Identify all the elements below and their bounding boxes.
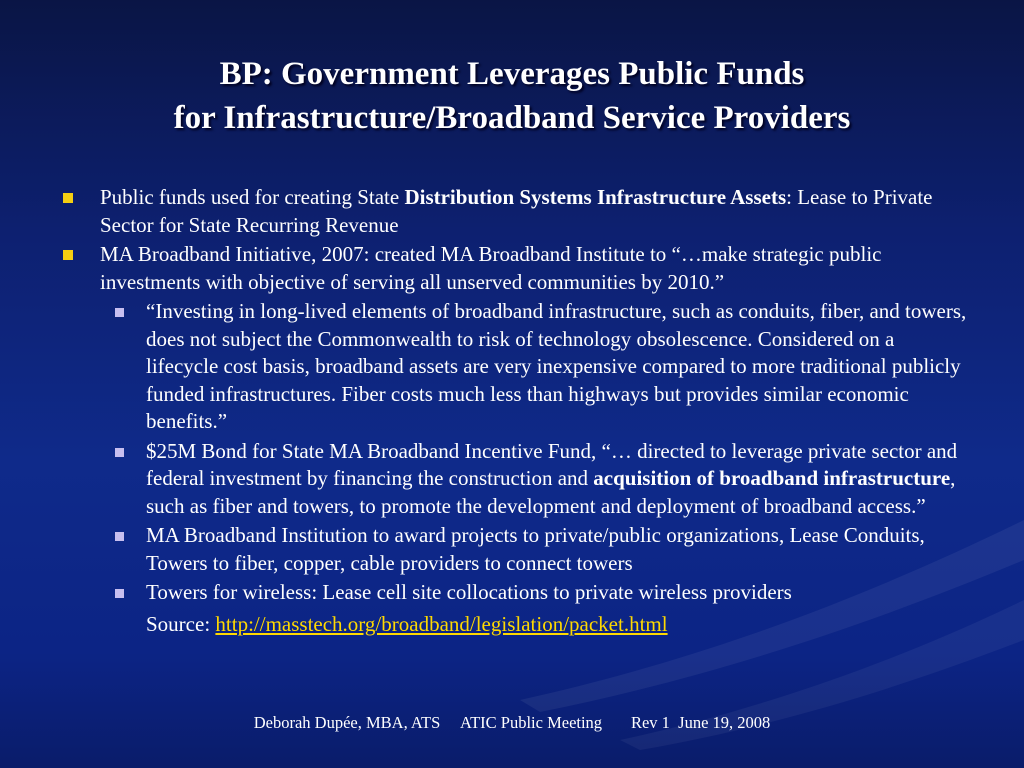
slide-footer <box>0 713 1024 733</box>
square-bullet-icon <box>115 589 124 598</box>
sub-bullet-4-text: Towers for wireless: Lease cell site collocations to private wireless providers <box>146 580 792 604</box>
sub-bullet-investing <box>60 298 970 436</box>
square-bullet-icon <box>63 250 73 260</box>
sub-bullet-towers <box>60 579 970 607</box>
sub-bullet-bond <box>60 438 970 521</box>
bullet-1-text-pre: Public funds used for creating State <box>100 185 405 209</box>
square-bullet-icon <box>63 193 73 203</box>
footer-revision: Rev 1 June 19, 2008 <box>630 713 771 732</box>
sub-bullet-3-text: MA Broadband Institution to award projects to private/public organizations, Lease Conduits, Towers to fiber, copper, cable providers to connect towers <box>146 523 925 575</box>
source-label: Source: <box>146 611 216 636</box>
footer-author: Deborah Dupée, MBA, ATS <box>253 713 441 732</box>
bullet-1-text-post: : Lease to Private Sector for State Recurring Revenue <box>100 185 933 237</box>
sub-bullet-2-text-post: , such as fiber and towers, to promote the development and deployment of broadband access.” <box>146 466 956 518</box>
sub-bullet-2-text-pre: $25M Bond for State MA Broadband Incentive Fund, “… directed to leverage private sector and federal investment by financing the construction and <box>146 438 958 490</box>
sub-bullet-institution <box>60 522 970 577</box>
bullet-1-text-bold: Distribution Systems Infrastructure Assets <box>404 185 787 209</box>
bullet-public-funds <box>60 184 970 239</box>
square-bullet-icon <box>115 448 124 457</box>
sub-bullet-1-text: “Investing in long-lived elements of broadband infrastructure, such as conduits, fiber, and towers, does not subject the Commonwealth to risk of technology obsolescence. Considered on a lifecycle cost basis, broadband assets are very inexpensive compared to more traditional publicly funded infrastructures. Fiber costs much less than highways but provides similar economic benefits.” <box>146 299 967 433</box>
source-line <box>60 611 970 639</box>
source-link[interactable]: http://masstech.org/broadband/legislation/packet.html <box>215 611 668 636</box>
title-line-2: for Infrastructure/Broadband Service Providers <box>173 100 851 136</box>
square-bullet-icon <box>115 532 124 541</box>
sub-bullet-2-text-bold: acquisition of broadband infrastructure <box>593 466 951 490</box>
square-bullet-icon <box>115 308 124 317</box>
footer-meeting: ATIC Public Meeting <box>459 713 603 732</box>
bullet-ma-initiative <box>60 241 970 296</box>
bullet-2-text: MA Broadband Initiative, 2007: created MA Broadband Institute to “…make strategic public investments with objective of serving all unserved communities by 2010.” <box>100 242 882 294</box>
slide-title <box>0 52 1024 140</box>
title-line-1: BP: Government Leverages Public Funds <box>219 56 805 92</box>
slide-body <box>60 184 970 638</box>
